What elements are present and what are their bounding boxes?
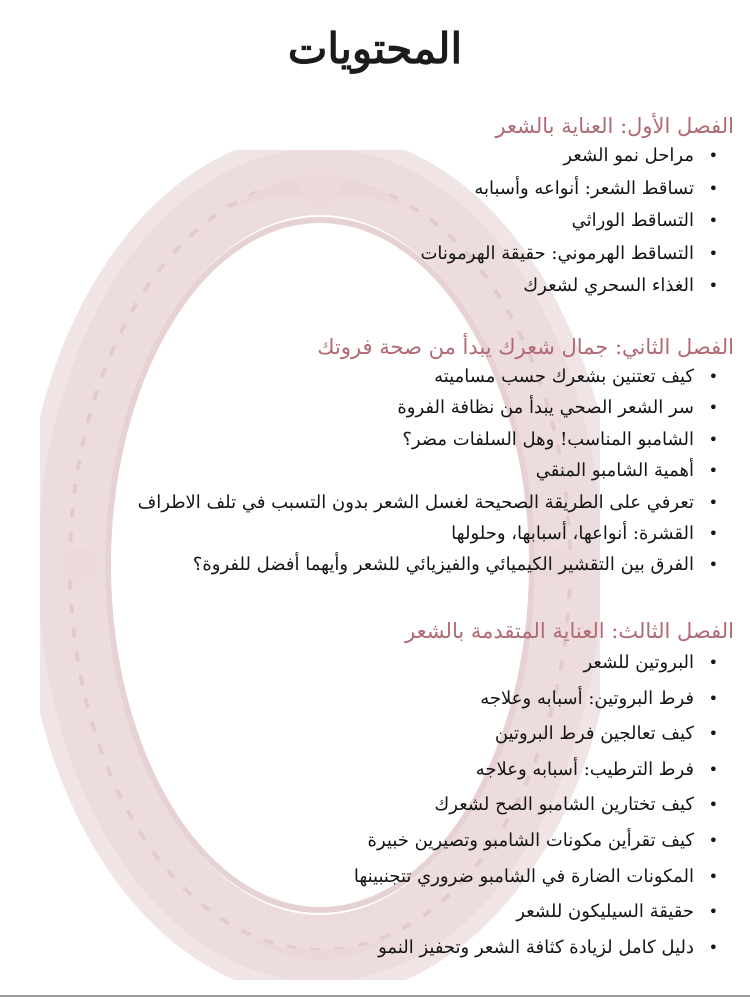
list-item: • مراحل نمو الشعر bbox=[34, 140, 734, 173]
list-item: • حقيقة السيليكون للشعر bbox=[34, 894, 734, 930]
chapter-heading: الفصل الأول: العناية بالشعر bbox=[495, 114, 734, 138]
list-item: • التساقط الهرموني: حقيقة الهرمونات bbox=[34, 238, 734, 271]
chapter-items bbox=[34, 361, 734, 581]
list-item: • تعرفي على الطريقة الصحيحة لغسل الشعر بدون التسبب في تلف الاطراف bbox=[34, 487, 734, 518]
chapter-3 bbox=[34, 617, 734, 965]
chapter-2 bbox=[34, 333, 734, 581]
list-item: • الفرق بين التقشير الكيميائي والفيزيائي للشعر وأيهما أفضل للفروة؟ bbox=[34, 549, 734, 580]
list-item: • فرط الترطيب: أسبابه وعلاجه bbox=[34, 752, 734, 788]
list-item: • الغذاء السحري لشعرك bbox=[34, 270, 734, 303]
list-item: • أهمية الشامبو المنقي bbox=[34, 455, 734, 486]
list-item: • المكونات الضارة في الشامبو ضروري تتجنبينها bbox=[34, 859, 734, 895]
list-item: • كيف تعتنين بشعرك حسب مساميته bbox=[34, 361, 734, 392]
list-item: • تساقط الشعر: أنواعه وأسبابه bbox=[34, 173, 734, 206]
list-item: • سر الشعر الصحي يبدأ من نظافة الفروة bbox=[34, 392, 734, 423]
list-item: • كيف تعالجين فرط البروتين bbox=[34, 716, 734, 752]
chapter-heading: الفصل الثالث: العناية المتقدمة بالشعر bbox=[405, 619, 734, 643]
list-item: • التساقط الوراثي bbox=[34, 205, 734, 238]
chapter-items bbox=[34, 645, 734, 965]
list-item: • البروتين للشعر bbox=[34, 645, 734, 681]
list-item: • القشرة: أنواعها، أسبابها، وحلولها bbox=[34, 518, 734, 549]
chapter-1 bbox=[34, 112, 734, 303]
list-item: • كيف تختارين الشامبو الصح لشعرك bbox=[34, 787, 734, 823]
chapter-heading: الفصل الثاني: جمال شعرك يبدأ من صحة فروتك bbox=[317, 335, 734, 359]
list-item: • الشامبو المناسب! وهل السلفات مضر؟ bbox=[34, 424, 734, 455]
page-title: المحتويات bbox=[287, 24, 463, 73]
list-item: • دليل كامل لزيادة كثافة الشعر وتحفيز النمو bbox=[34, 930, 734, 966]
list-item: • فرط البروتين: أسبابه وعلاجه bbox=[34, 681, 734, 717]
chapter-items bbox=[34, 140, 734, 303]
list-item: • كيف تقرأين مكونات الشامبو وتصيرين خبيرة bbox=[34, 823, 734, 859]
